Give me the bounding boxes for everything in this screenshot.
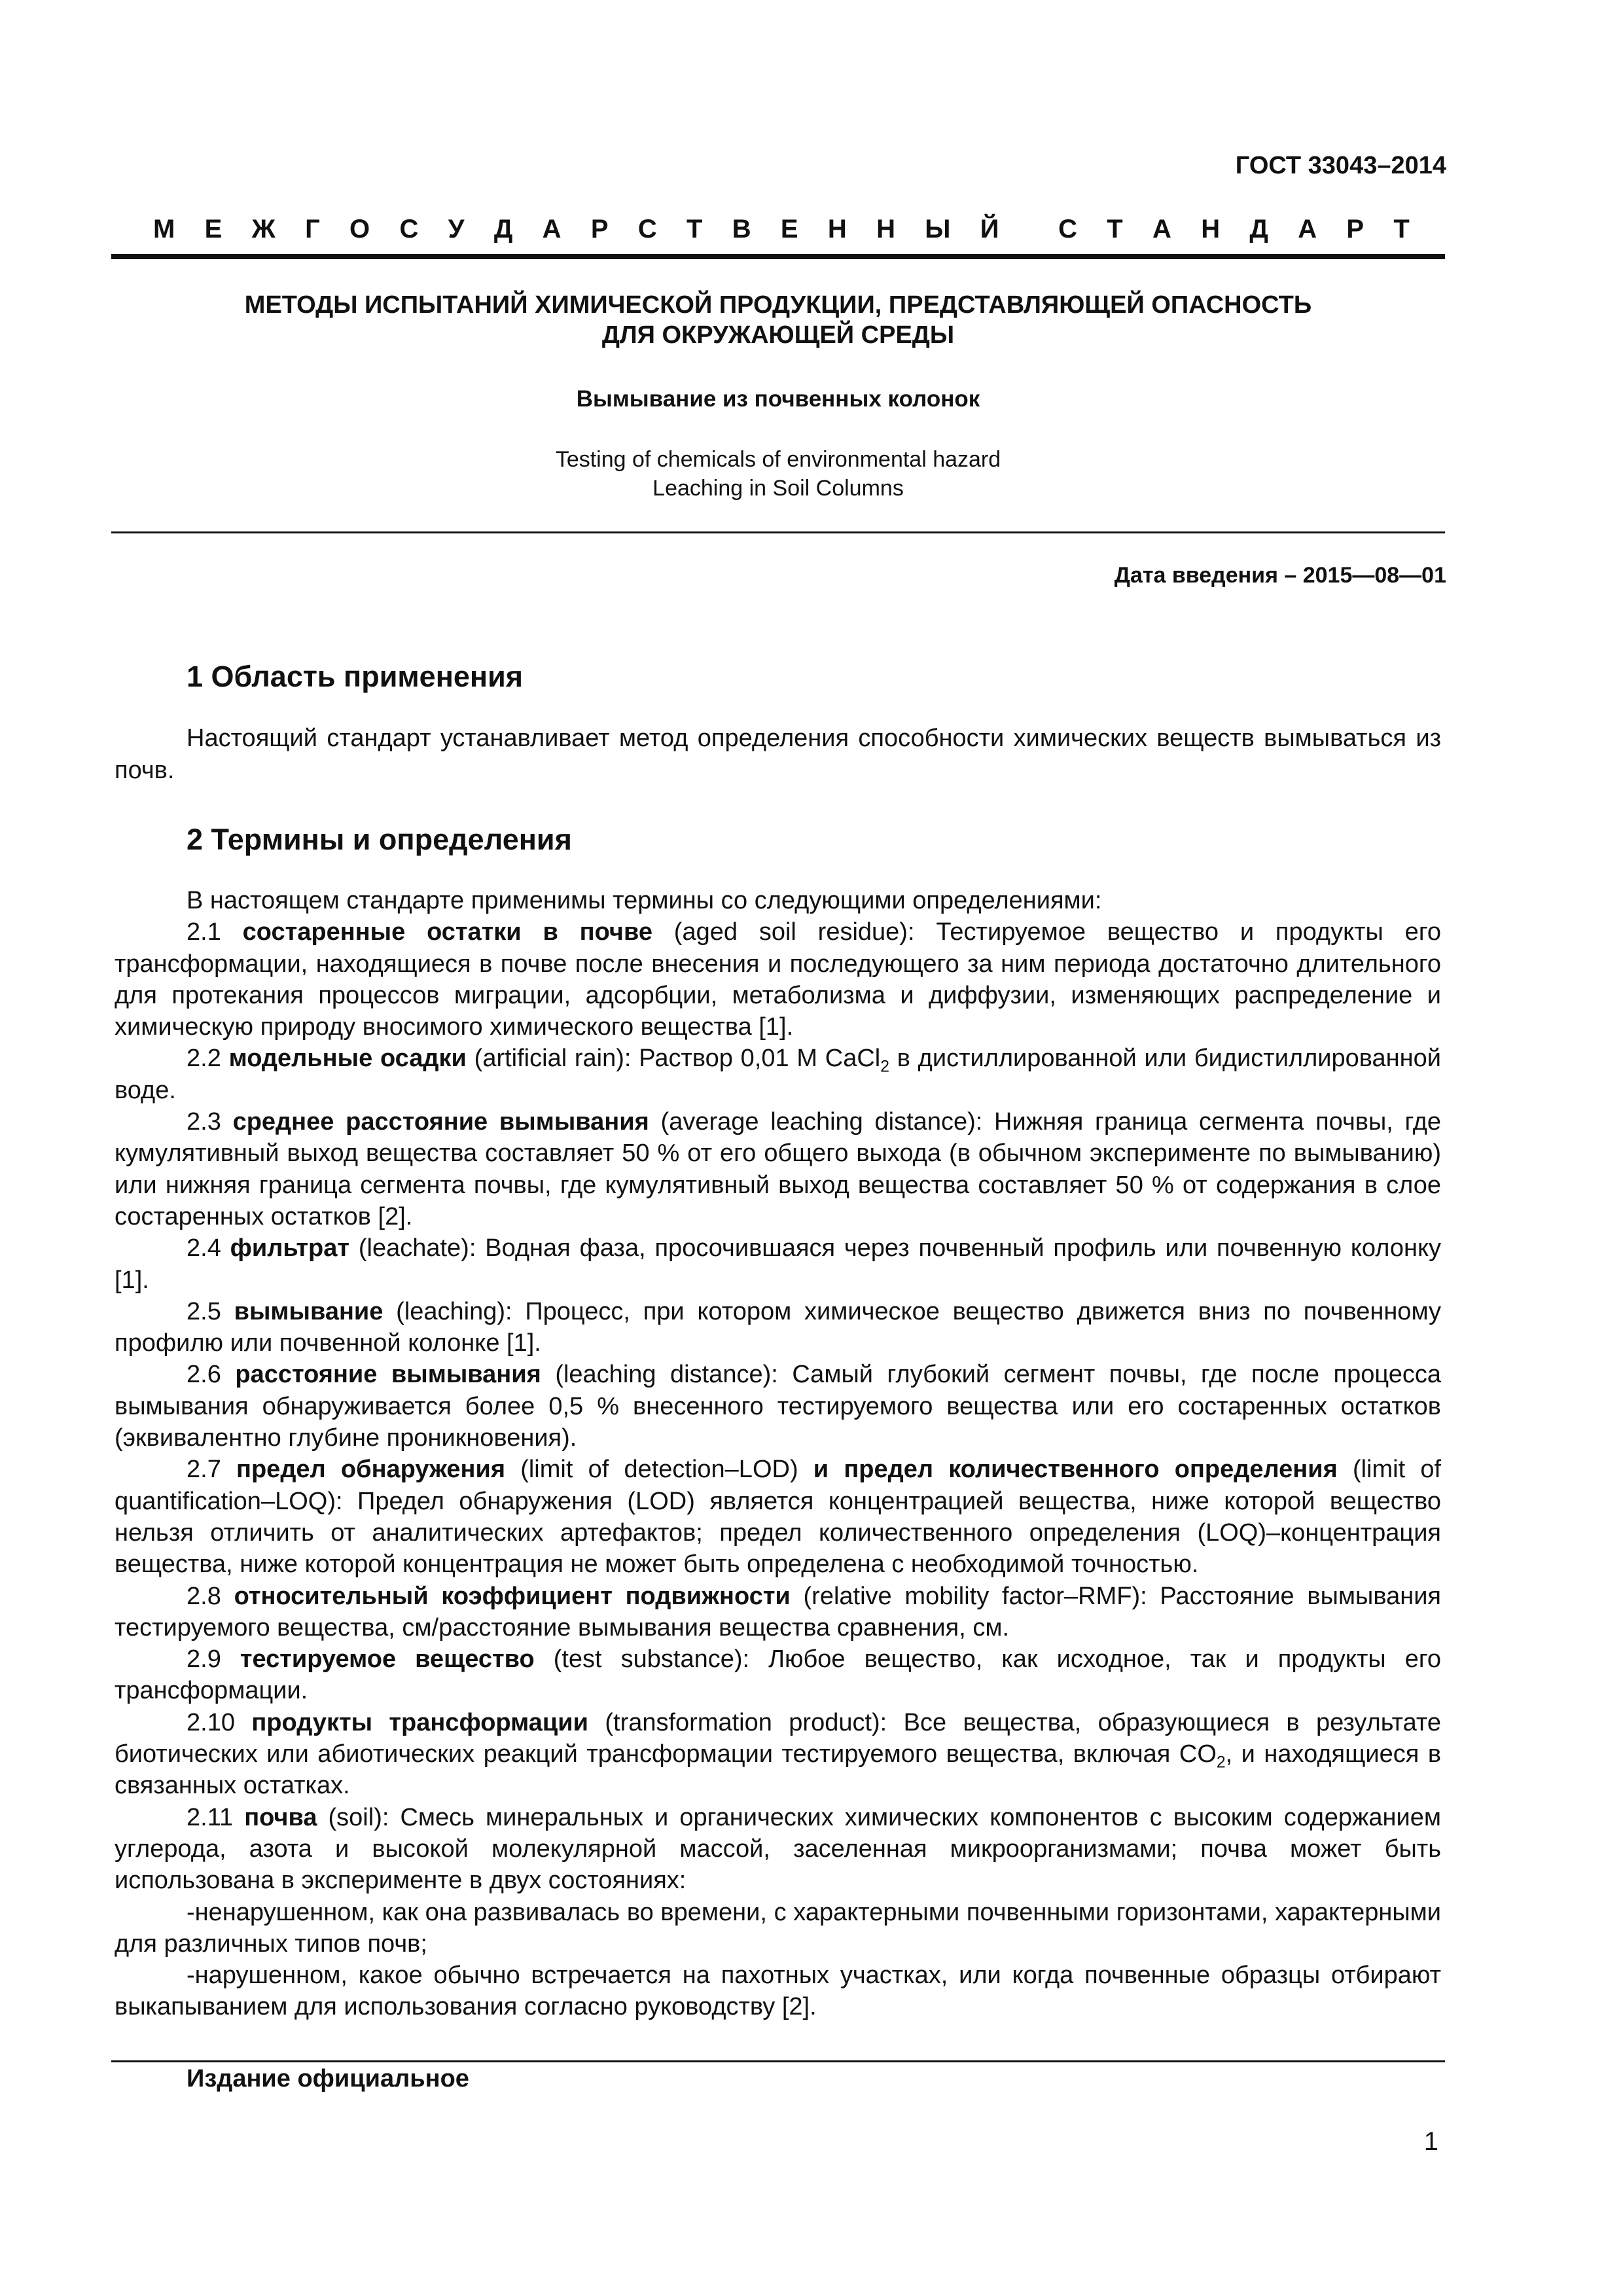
soil-state-item: -нарушенном, какое обычно встречается на пахотных участках, или когда почвенные образцы отбирают выкапыванием для использования согласно руководству [2].	[115, 1962, 1441, 2021]
heading-letter: Т	[687, 215, 703, 243]
top-rule	[111, 254, 1445, 259]
term-name: тестируемое вещество	[240, 1645, 535, 1674]
title-line-1: МЕТОДЫ ИСПЫТАНИЙ ХИМИЧЕСКОЙ ПРОДУКЦИИ, ПРЕДСТАВЛЯЮЩЕЙ ОПАСНОСТЬ	[244, 291, 1312, 319]
term-text: (leaching): Процесс, при котором химическое вещество движется вниз по почвенному профилю или почвенной колонке [1].	[115, 1297, 1441, 1357]
term-name: модельные осадки	[228, 1045, 467, 1073]
heading-letter: М	[153, 215, 175, 243]
term-text: (limit of detection–LOD)	[505, 1456, 813, 1484]
title-rule	[111, 531, 1445, 533]
term-number: 2.5	[187, 1297, 221, 1325]
heading-letter: Н	[1201, 215, 1221, 243]
heading-letter: С	[399, 215, 419, 243]
heading-letter: Н	[876, 215, 895, 243]
term-definition	[115, 1106, 1441, 1232]
heading-letter: Е	[204, 215, 223, 243]
term-number: 2.9	[187, 1645, 221, 1674]
term-number: 2.2	[187, 1045, 221, 1073]
term-definition	[115, 1581, 1441, 1644]
heading-letter: Ы	[925, 215, 951, 243]
heading-letter: Е	[780, 215, 798, 243]
terms-intro: В настоящем стандарте применимы термины со следующими определениями:	[187, 887, 1102, 914]
term-name: почва	[244, 1803, 317, 1831]
term-name: продукты трансформации	[251, 1708, 588, 1736]
heading-letter: Т	[1107, 215, 1123, 243]
term-name: среднее расстояние вымывания	[232, 1108, 649, 1136]
document-subtitle: Вымывание из почвенных колонок	[576, 386, 980, 412]
term-definition	[115, 1802, 1441, 1897]
heading-letter: Т	[1393, 215, 1410, 243]
term-text: (artificial rain): Раствор 0,01 М CaCl	[466, 1045, 881, 1073]
term-text: (average leaching distance): Нижняя граница сегмента почвы, где кумулятивный выход вещества составляет 50 % от его общего выхода (в обычном эксперименте по вымыванию) или нижняя граница сегмента почвы, где кумулятивный выход вещества составляет 50 % от содержания в слое состаренных остатков [2].	[115, 1108, 1442, 1230]
heading-letter: С	[1058, 215, 1077, 243]
heading-letter: Й	[980, 215, 999, 243]
subscript: 2	[1216, 1753, 1226, 1772]
english-title	[111, 445, 1445, 503]
heading-letter: А	[542, 215, 562, 243]
title-line-2: ДЛЯ ОКРУЖАЮЩЕЙ СРЕДЫ	[601, 321, 955, 349]
heading-letter: А	[1152, 215, 1171, 243]
heading-letter: А	[1298, 215, 1317, 243]
term-text: в дистиллированной или бидистиллированной воде.	[115, 1045, 1441, 1104]
heading-letter: Д	[1249, 215, 1268, 243]
term-name: расстояние вымывания	[235, 1361, 541, 1389]
term-name: фильтрат	[230, 1234, 350, 1263]
soil-states	[115, 1897, 1441, 2023]
heading-letter: Ж	[251, 215, 276, 243]
heading-letter: Д	[493, 215, 513, 243]
term-definition	[115, 1359, 1441, 1454]
term-name: относительный коэффициент подвижности	[234, 1582, 791, 1610]
heading-letter: В	[732, 215, 751, 243]
term-text: (leachate): Водная фаза, просочившаяся через почвенный профиль или почвенную колонку [1].	[115, 1234, 1441, 1294]
document-title	[111, 290, 1445, 350]
term-name: вымывание	[234, 1297, 383, 1325]
term-text: (test substance): Любое вещество, как исходное, так и продукты его трансформации.	[115, 1645, 1441, 1705]
term-number: 2.10	[187, 1708, 235, 1736]
terms-list	[115, 885, 1441, 2023]
term-number: 2.11	[187, 1803, 234, 1831]
soil-state-item: -ненарушенном, как она развивалась во времени, с характерными почвенными горизонтами, характерными для различных типов почв;	[115, 1898, 1441, 1958]
term-text: , и находящиеся в связанных остатках.	[115, 1740, 1442, 1800]
footer-rule	[111, 2060, 1445, 2062]
term-definition	[115, 1454, 1441, 1580]
term-number: 2.1	[187, 918, 221, 946]
heading-letter: С	[637, 215, 657, 243]
heading-letter: Р	[590, 215, 609, 243]
terms-container	[115, 916, 1441, 1896]
term-number: 2.8	[187, 1582, 221, 1610]
introduction-date: Дата введения – 2015—08—01	[1114, 563, 1446, 588]
term-number: 2.6	[187, 1361, 221, 1389]
heading-letter: О	[349, 215, 370, 243]
term-number: 2.7	[187, 1456, 221, 1484]
term-text: (aged soil residue): Тестируемое вещество и продукты его трансформации, находящиеся в почве после внесения и последующего за ним периода достаточно длительного для протекания процессов миграции, адсорбции, метаболизма и диффузии, изменяющих распределение и химическую природу вносимого химического вещества [1].	[115, 918, 1441, 1041]
term-definition	[115, 1232, 1441, 1296]
heading-letter: Г	[305, 215, 320, 243]
term-definition	[115, 1296, 1441, 1359]
term-text: (limit of quantification–LOQ): Предел обнаружения (LOD) является концентрацией вещества, ниже которой вещество нельзя отличить от аналитических артефактов; предел количественного определения (LOQ)–концентрация вещества, ниже которой концентрация не может быть определена с необходимой точностью.	[115, 1456, 1442, 1579]
official-edition-label: Издание официальное	[187, 2065, 469, 2092]
term-name: и предел количественного определения	[813, 1456, 1338, 1484]
heading-letter: Р	[1346, 215, 1364, 243]
interstate-standard-heading	[153, 215, 1410, 244]
term-definition	[115, 916, 1441, 1043]
term-definition	[115, 1043, 1441, 1106]
heading-letter: У	[448, 215, 465, 243]
section-2-heading: 2 Термины и определения	[187, 823, 572, 856]
english-title-line-1: Testing of chemicals of environmental hazard	[555, 447, 1001, 472]
term-text: (relative mobility factor–RMF): Расстояние вымывания тестируемого вещества, см/расстояние вымывания вещества сравнения, см.	[115, 1582, 1441, 1641]
term-definition	[115, 1707, 1441, 1802]
subscript: 2	[880, 1058, 889, 1077]
term-number: 2.4	[187, 1234, 221, 1263]
term-name: состаренные остатки в почве	[242, 918, 652, 946]
section-1-heading: 1 Область применения	[187, 660, 524, 693]
term-text: (leaching distance): Самый глубокий сегмент почвы, где после процесса вымывания обнаруживается более 0,5 % внесенного тестируемого вещества или его состаренных остатков (эквивалентно глубине проникновения).	[115, 1361, 1442, 1452]
page-number: 1	[1423, 2127, 1438, 2156]
term-number: 2.3	[187, 1108, 221, 1136]
section-1-text: Настоящий стандарт устанавливает метод определения способности химических веществ вымываться из почв.	[115, 725, 1441, 784]
gost-code: ГОСТ 33043–2014	[1235, 152, 1446, 179]
term-definition	[115, 1643, 1441, 1707]
heading-letter: Н	[827, 215, 847, 243]
term-text: (soil): Смесь минеральных и органических химических компонентов с высоким содержанием углерода, азота и высокой молекулярной массой, заселенная микроорганизмами; почва может быть использована в эксперименте в двух состояниях:	[115, 1803, 1441, 1895]
english-title-line-2: Leaching in Soil Columns	[652, 476, 904, 501]
term-name: предел обнаружения	[236, 1456, 506, 1484]
term-text: (transformation product): Все вещества, образующиеся в результате биотических или абиотических реакций трансформации тестируемого вещества, включая CO	[115, 1708, 1441, 1768]
